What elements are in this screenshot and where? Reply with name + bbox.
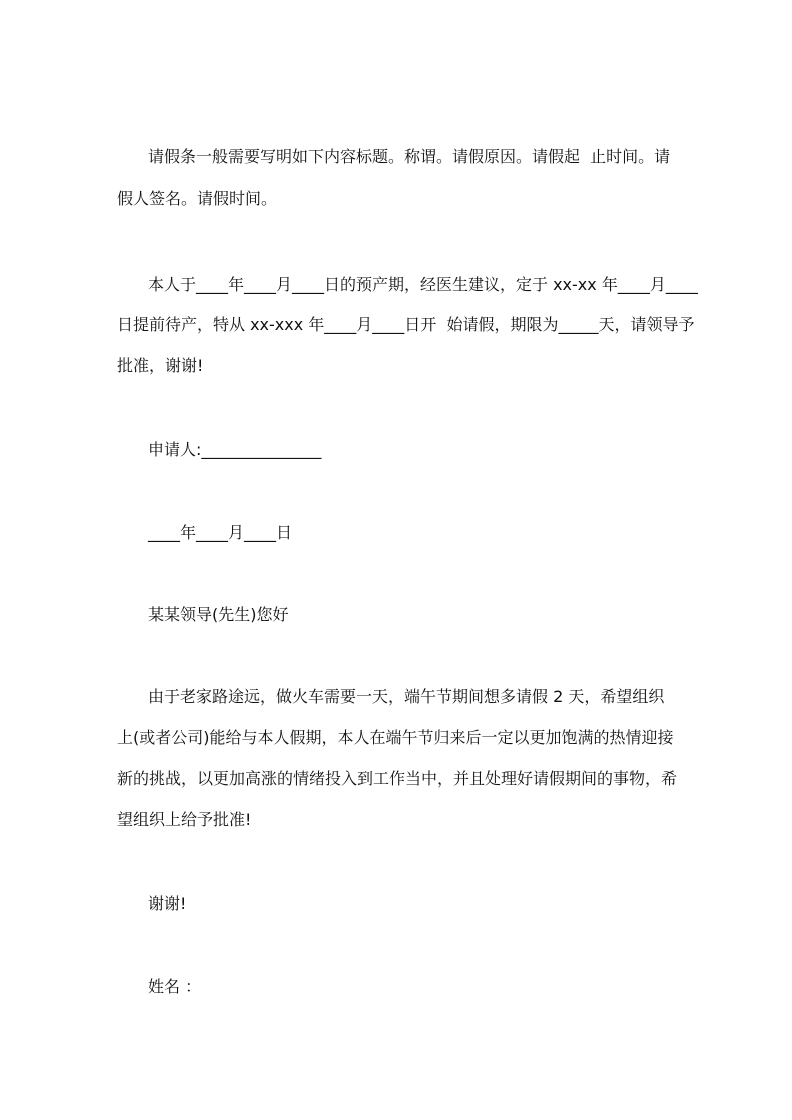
paragraph-line: 批准，谢谢!: [117, 356, 204, 375]
paragraph-line: 新的挑战，以更加高涨的情绪投入到工作当中，并且处理好请假期间的事物，希: [117, 769, 678, 788]
paragraph-line: 假人签名。请假时间。: [117, 189, 278, 208]
name-line: 姓名 ：: [148, 977, 202, 996]
date-line: ____年____月____日: [148, 523, 293, 542]
paragraph-line: 请假条一般需要写明如下内容标题。称谓。请假原因。请假起 止时间。请: [148, 147, 671, 166]
paragraph-line: 望组织上给予批准!: [117, 810, 252, 829]
applicant-line: 申请人:_______________: [148, 440, 322, 459]
salutation-line: 某某领导(先生)您好: [148, 605, 289, 624]
paragraph-line: 日提前待产，特从 xx-xxx 年____月____日开 始请假，期限为_____天，请领导予: [117, 315, 695, 334]
paragraph-line: 由于老家路途远，做火车需要一天，端午节期间想多请假 2 天，希望组织: [148, 687, 665, 706]
paragraph-line: 上(或者公司)能给与本人假期，本人在端午节归来后一定以更加饱满的热情迎接: [117, 728, 674, 747]
paragraph-line: 本人于____年____月____日的预产期，经医生建议，定于 xx-xx 年____月____: [148, 275, 698, 294]
thanks-line: 谢谢!: [148, 894, 187, 913]
